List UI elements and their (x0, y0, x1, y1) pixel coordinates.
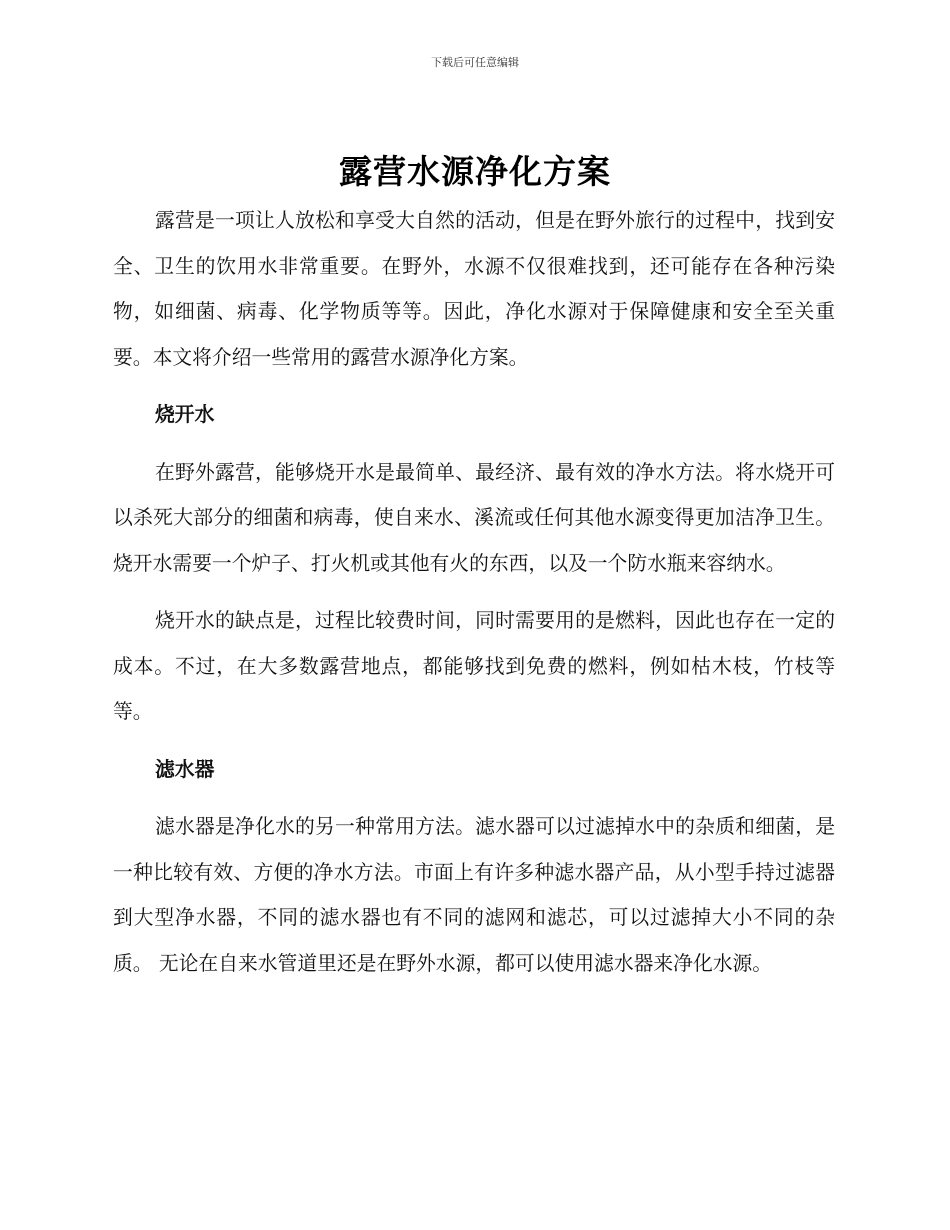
document-title: 露营水源净化方案 (339, 152, 611, 191)
document-body (113, 198, 835, 986)
header-note: 下载后可任意编辑 (431, 56, 519, 69)
section-heading-filter: 滤水器 (155, 757, 215, 781)
intro-paragraph: 露营是一项让人放松和享受大自然的活动，但是在野外旅行的过程中，找到安全、卫生的饮用水非常重要。在野外，水源不仅很难找到，还可能存在各种污染物，如细菌、病毒、化学物质等等。因此，净化水源对于保障健康和安全至关重要。本文将介绍一些常用的露营水源净化方案。 (113, 209, 835, 369)
boiling-paragraph-1: 在野外露营，能够烧开水是最简单、最经济、最有效的净水方法。将水烧开可以杀死大部分的细菌和病毒，使自来水、溪流或任何其他水源变得更加洁净卫生。烧开水需要一个炉子、打火机或其他有火的东西，以及一个防水瓶来容纳水。 (113, 460, 835, 575)
boiling-paragraph-2: 烧开水的缺点是，过程比较费时间，同时需要用的是燃料，因此也存在一定的成本。不过，在大多数露营地点，都能够找到免费的燃料，例如枯木枝，竹枝等等。 (113, 609, 835, 723)
filter-paragraph-1: 滤水器是净化水的另一种常用方法。滤水器可以过滤掉水中的杂质和细菌，是一种比较有效、方便的净水方法。市面上有许多种滤水器产品，从小型手持过滤器到大型净水器，不同的滤水器也有不同的滤网和滤芯，可以过滤掉大小不同的杂质。 无论在自来水管道里还是在野外水源，都可以使用滤水器来净化水源。 (113, 815, 835, 975)
section-heading-boiling: 烧开水 (155, 403, 215, 426)
